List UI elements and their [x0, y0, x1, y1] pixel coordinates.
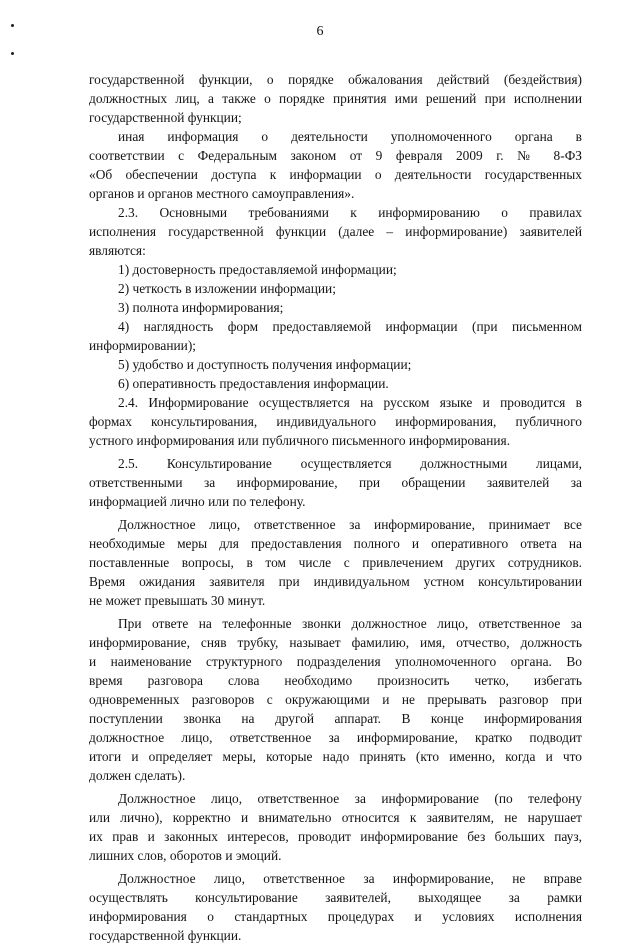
list-item	[89, 260, 582, 279]
paragraph	[89, 203, 582, 260]
text-line: Время ожидания заявителя при индивидуальном устном консультировании	[89, 574, 582, 589]
text-line: лишних слов, оборотов и эмоций.	[89, 848, 282, 863]
text-line: иная информация о деятельности уполномоченного органа в	[118, 129, 582, 144]
text-line: 5) удобство и доступность получения информации;	[118, 357, 412, 372]
text-line: являются:	[89, 243, 146, 258]
text-line: ответственными за информирование, при обращении заявителей за	[89, 475, 582, 490]
text-line: информировании);	[89, 338, 196, 353]
paragraph	[89, 393, 582, 450]
paragraph	[89, 869, 582, 945]
text-line: информирования о стандартных процедурах и условиях исполнения	[89, 909, 582, 924]
paragraph	[89, 70, 582, 127]
list-item	[89, 279, 582, 298]
text-line: 2.3. Основными требованиями к информированию о правилах	[118, 205, 582, 220]
text-line: соответствии с Федеральным законом от 9 февраля 2009 г. № 8-ФЗ	[89, 148, 582, 163]
list-item	[89, 298, 582, 317]
text-line: осуществлять консультирование заявителей, выходящее за рамки	[89, 890, 582, 905]
text-line: государственной функции.	[89, 928, 242, 943]
text-line: время разговора слова необходимо произносить четко, избегать	[89, 673, 582, 688]
paragraph	[89, 515, 582, 610]
text-line: информирование, сняв трубку, называет фамилию, имя, отчество, должность	[89, 635, 582, 650]
text-line: или лично), корректно и внимательно относится к заявителям, не нарушает	[89, 810, 582, 825]
text-line: При ответе на телефонные звонки должностное лицо, ответственное за	[118, 616, 582, 631]
text-line: устного информирования или публичного письменного информирования.	[89, 433, 511, 448]
text-line: не может превышать 30 минут.	[89, 593, 266, 608]
text-line: поставленные вопросы, в том числе с привлечением других сотрудников.	[89, 555, 582, 570]
text-line: итоги и определяет меры, которые надо принять (кто именно, когда и что	[89, 749, 582, 764]
scan-speck	[11, 52, 14, 55]
text-line: «Об обеспечении доступа к информации о деятельности государственных	[89, 167, 582, 182]
text-line: формах консультирования, индивидуального информирования, публичного	[89, 414, 582, 429]
list-item	[89, 374, 582, 393]
text-line: должностных лиц, а также о порядке принятия ими решений при исполнении	[89, 91, 582, 106]
document-body	[89, 70, 582, 945]
paragraph	[89, 127, 582, 203]
text-line: должностное лицо, ответственное за информирование, кратко подводит	[89, 730, 582, 745]
text-line: 2) четкость в изложении информации;	[118, 281, 336, 296]
text-line: поступлении звонка на другой аппарат. В конце информирования	[89, 711, 582, 726]
text-line: 2.5. Консультирование осуществляется должностными лицами,	[118, 456, 582, 471]
text-line: 6) оперативность предоставления информации.	[118, 376, 389, 391]
text-line: необходимые меры для предоставления полного и оперативного ответа на	[89, 536, 582, 551]
text-line: государственной функции, о порядке обжалования действий (бездействия)	[89, 72, 582, 87]
text-line: и наименование структурного подразделения уполномоченного органа. Во	[89, 654, 582, 669]
text-line: 2.4. Информирование осуществляется на русском языке и проводится в	[118, 395, 582, 410]
text-line: 1) достоверность предоставляемой информации;	[118, 262, 397, 277]
scan-speck	[11, 24, 14, 27]
text-line: государственной функции;	[89, 110, 242, 125]
paragraph	[89, 454, 582, 511]
text-line: Должностное лицо, ответственное за информирование, не вправе	[118, 871, 582, 886]
paragraph	[89, 789, 582, 865]
text-line: Должностное лицо, ответственное за информирование (по телефону	[118, 791, 582, 806]
text-line: их прав и законных интересов, проводит информирование без больших пауз,	[89, 829, 582, 844]
text-line: 4) наглядность форм предоставляемой информации (при письменном	[118, 319, 582, 334]
text-line: одновременных разговоров с окружающими и не прерывать разговор при	[89, 692, 582, 707]
text-line: должен сделать).	[89, 768, 186, 783]
page-number: 6	[316, 24, 324, 39]
list-item	[89, 355, 582, 374]
paragraph	[89, 614, 582, 785]
text-line: органов и органов местного самоуправления».	[89, 186, 355, 201]
text-line: исполнения государственной функции (далее – информирование) заявителей	[89, 224, 582, 239]
text-line: 3) полнота информирования;	[118, 300, 284, 315]
text-line: информацией лично или по телефону.	[89, 494, 306, 509]
list-item	[89, 317, 582, 355]
text-line: Должностное лицо, ответственное за информирование, принимает все	[118, 517, 582, 532]
